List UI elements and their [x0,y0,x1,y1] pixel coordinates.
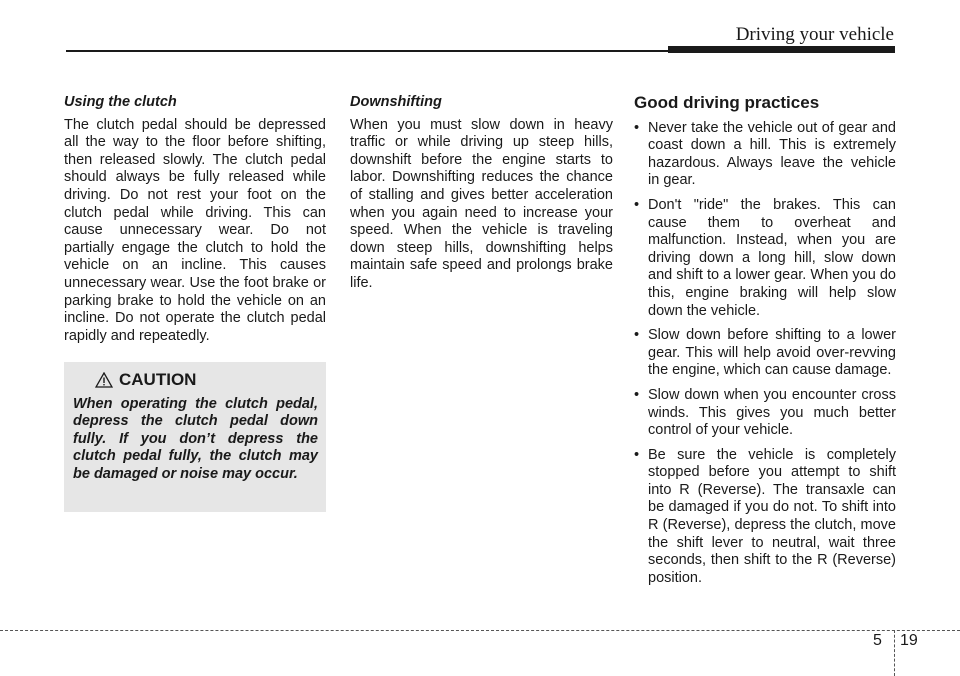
header-accent-bar [668,46,895,53]
bullet-icon: • [634,119,640,136]
column-middle [350,94,613,293]
caution-header [95,370,318,390]
practices-list [634,120,896,588]
caution-text: When operating the clutch pedal, depress the clutch pedal down fully. If you don’t depress the clutch pedal fully, the clutch may be damaged or noise may occur. [73,396,318,482]
caution-title: CAUTION [119,370,197,389]
footer-rule [0,630,960,631]
subhead-downshifting: Downshifting [350,94,442,110]
list-item: • Slow down before shifting to a lower gear. This will help avoid over-revving the engine, which can cause damage. [634,327,896,379]
page-number: 19 [900,632,918,649]
chapter-number: 5 [873,632,882,649]
list-item: • Never take the vehicle out of gear and coast down a hill. This is extremely hazardous. Always leave the vehicle in gear. [634,119,896,189]
running-header-title: Driving your vehicle [735,24,894,45]
heading-good-driving-practices: Good driving practices [634,93,820,112]
bullet-icon: • [634,386,640,403]
bullet-icon: • [634,196,640,213]
paragraph-using-clutch: The clutch pedal should be depressed all the way to the floor before shifting, then released slowly. The clutch pedal should always be fully released while driving. Do not rest your foot on the clutch pedal while driving. This can cause unnecessary wear. Do not partially engage the clutch to hold the vehicle on an incline. This causes unnecessary wear. Use the foot brake or parking brake to hold the vehicle on an incline. Do not operate the clutch pedal rapidly and repeatedly. [64,116,326,344]
subhead-using-clutch: Using the clutch [64,94,177,110]
list-item: • Be sure the vehicle is completely stopped before you attempt to shift into R (Reverse). The transaxle can be damaged if you do not. To shift into R (Reverse), depress the clutch, move the shift lever to neutral, wait three seconds, then shift to the R (Reverse) position. [634,446,896,586]
column-right [634,94,896,594]
paragraph-downshifting: When you must slow down in heavy traffic or while driving up steep hills, downshift before the engine starts to labor. Downshifting reduces the chance of stalling and gives better acceleration when you again need to increase your speed. When the vehicle is traveling down steep hills, downshifting helps maintain safe speed and prolongs brake life. [350,116,613,291]
list-item: • Slow down when you encounter cross winds. This gives you much better control of your vehicle. [634,386,896,439]
bullet-icon: • [634,327,640,344]
caution-box [64,362,326,512]
footer-separator [894,630,895,676]
warning-triangle-icon [95,372,113,388]
list-item: • Don't "ride" the brakes. This can cause them to overheat and malfunction. Instead, when you are driving down a long hill, slow down and shift to a lower gear. When you do this, engine braking will help slow down the vehicle. [634,196,896,319]
bullet-icon: • [634,446,640,463]
column-left [64,94,326,345]
